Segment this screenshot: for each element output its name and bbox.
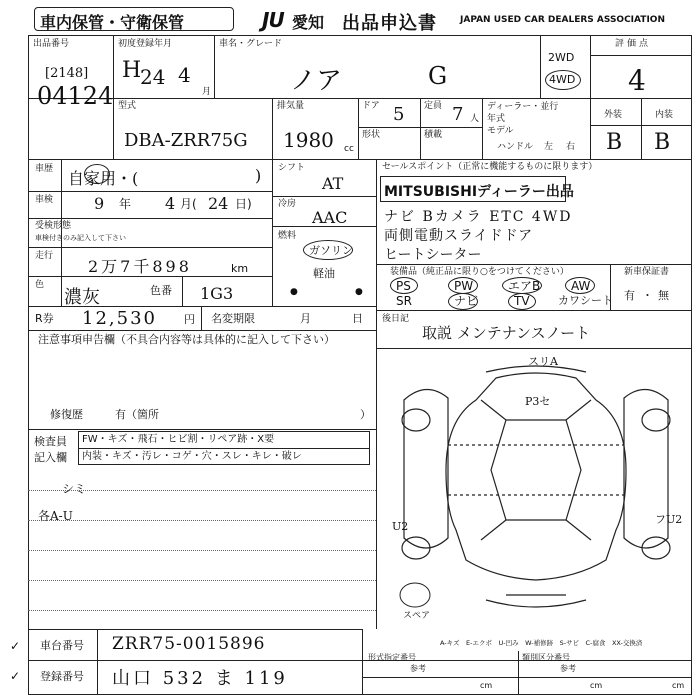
capacity-value: 7 bbox=[452, 104, 464, 125]
fuel-dot-1: ● bbox=[290, 287, 298, 297]
interior-label: 内装 bbox=[655, 110, 674, 120]
association-name: JAPAN USED CAR DEALERS ASSOCIATION bbox=[460, 15, 665, 25]
cm-1: cm bbox=[480, 681, 493, 690]
ref-label-1: 参考 bbox=[410, 664, 426, 673]
displacement-unit: cc bbox=[344, 144, 354, 154]
displacement-label: 排気量 bbox=[277, 101, 305, 111]
score-label: 評価点 bbox=[615, 39, 652, 49]
cm-2: cm bbox=[590, 681, 603, 690]
sales-line-2: 両側電動スライドドア bbox=[384, 228, 534, 244]
dealer-label: ディーラー・並行 bbox=[487, 102, 559, 112]
form-title: 出品申込書 bbox=[342, 13, 437, 34]
tax-label: R券 bbox=[35, 312, 54, 325]
new-warranty-label: 新車保証書 bbox=[624, 267, 670, 277]
check-mark-1: ✓ bbox=[10, 639, 21, 653]
shape-label: 形状 bbox=[362, 130, 381, 140]
equipment-grid bbox=[386, 279, 613, 308]
inspection-day: 24 bbox=[208, 194, 229, 213]
storage-title: 車内保管・守衛保管 bbox=[40, 13, 185, 32]
grade: G bbox=[428, 62, 448, 90]
repair-value: 有（箇所 bbox=[115, 408, 159, 421]
inspection-year: 9 bbox=[94, 194, 105, 213]
equip-leather: カワシート bbox=[558, 294, 613, 307]
inspector-note-2: 各A-U bbox=[38, 509, 73, 523]
capacity-unit: 人 bbox=[470, 114, 480, 124]
equip-aw-circle bbox=[565, 277, 595, 294]
exterior-value: B bbox=[606, 130, 623, 155]
approval-label: 形式指定番号 bbox=[368, 653, 416, 662]
drive-2wd: 2WD bbox=[548, 51, 575, 64]
plate-label: 登録番号 bbox=[40, 670, 84, 683]
inspector-note-1: シミ bbox=[62, 482, 87, 496]
equipment-label: 装備品（純正品に限り○をつけてください） bbox=[390, 267, 569, 277]
fuel-dot-2: ● bbox=[355, 287, 363, 297]
model-year-label: モデル bbox=[487, 126, 514, 136]
chassis-label: 車台番号 bbox=[40, 639, 84, 652]
change-label: 名変期限 bbox=[211, 312, 255, 325]
plate-value: 山口 532 ま 119 bbox=[112, 668, 288, 689]
color-value: 濃灰 bbox=[64, 287, 100, 308]
doors-label: ドア bbox=[362, 101, 380, 111]
equip-tv-circle bbox=[508, 293, 536, 310]
diagram-label-4: フU2 bbox=[655, 513, 683, 526]
history-label: 車歴 bbox=[35, 164, 54, 174]
equip-tv: TV bbox=[514, 294, 530, 308]
lot-number: 04124 bbox=[37, 82, 114, 110]
tax-value: 12,530 bbox=[82, 308, 157, 329]
dealer-badge: MITSUBISHIディーラー出品 bbox=[384, 184, 574, 200]
handle-left: 左 bbox=[544, 142, 554, 152]
equip-navi: ナビ bbox=[454, 294, 479, 308]
history-value: 自家用・( bbox=[68, 169, 139, 188]
fuel-gas: ガソリン bbox=[309, 244, 353, 257]
model-label: 車名・グレード bbox=[219, 39, 283, 49]
inspection-month-unit: 月( bbox=[180, 197, 197, 211]
warranty-separator: ・ bbox=[642, 289, 653, 302]
exterior-label: 外装 bbox=[604, 110, 623, 120]
first-reg-month-suffix: 月 bbox=[202, 87, 212, 97]
handle-label: ハンドル bbox=[497, 142, 534, 152]
change-day: 日 bbox=[352, 312, 363, 325]
diagram-label-2: P3セ bbox=[525, 395, 551, 408]
handle-right: 右 bbox=[566, 142, 576, 152]
sales-line-1: ナビ Bカメラ ETC 4WD bbox=[384, 209, 573, 225]
check-mark-2: ✓ bbox=[10, 669, 21, 683]
equip-ps: PS bbox=[396, 279, 411, 293]
fuel-label: 燃料 bbox=[278, 231, 297, 241]
history-close: ) bbox=[255, 166, 262, 185]
diagram-label-3: U2 bbox=[392, 520, 409, 533]
receipt-note: 車検付きのみ記入して下さい bbox=[35, 234, 126, 242]
sales-line-3: ヒートシーター bbox=[384, 247, 482, 263]
spare-tire-icon bbox=[398, 580, 432, 610]
shift-label: シフト bbox=[278, 163, 306, 173]
equip-airbag: エアB bbox=[508, 279, 541, 293]
equip-navi-circle bbox=[448, 293, 478, 310]
first-reg-era: H bbox=[122, 58, 142, 83]
receipt-label: 受検形態 bbox=[35, 221, 72, 231]
first-reg-label: 初度登録年月 bbox=[118, 39, 173, 49]
sales-label: セールスポイント（正常に機能するものに限ります） bbox=[382, 162, 598, 172]
inspector-label-1: 検査員 bbox=[34, 435, 67, 448]
chassis-value: ZRR75-0015896 bbox=[112, 634, 266, 654]
doors-value: 5 bbox=[393, 104, 405, 125]
inspection-day-unit: 日) bbox=[235, 197, 252, 211]
warranty-no: 無 bbox=[658, 289, 669, 302]
repair-label: 修復歴 bbox=[50, 408, 83, 421]
equip-sr: SR bbox=[396, 294, 412, 308]
drive-4wd: 4WD bbox=[549, 73, 576, 86]
type-label: 型式 bbox=[118, 101, 137, 111]
inspector-row-2: 内装・キズ・汚レ・コゲ・穴・スレ・キレ・破レ bbox=[82, 451, 302, 462]
model-name: ノア bbox=[290, 66, 343, 96]
color-no-value: 1G3 bbox=[200, 284, 234, 303]
first-reg-year: 24 bbox=[140, 65, 166, 89]
ac-value: AAC bbox=[312, 208, 348, 227]
equip-aw: AW bbox=[571, 279, 591, 293]
repair-close: ） bbox=[360, 408, 371, 421]
shift-value: AT bbox=[322, 174, 344, 193]
first-reg-month: 4 bbox=[178, 63, 191, 87]
spare-label: スペア bbox=[403, 611, 431, 621]
lot-label: 出品番号 bbox=[33, 39, 70, 49]
warranty-yes: 有 bbox=[624, 289, 635, 302]
mileage-label: 走行 bbox=[35, 251, 54, 261]
inspection-year-unit: 年 bbox=[119, 197, 132, 211]
year-label: 年式 bbox=[487, 114, 506, 124]
inspector-row-1: FW・キズ・飛石・ヒビ割・リペア跡・X要 bbox=[82, 434, 275, 445]
fuel-diesel: 軽油 bbox=[313, 267, 335, 280]
equip-pw: PW bbox=[454, 279, 474, 293]
notes-label: 注意事項申告欄（不具合内容等は具体的に記入して下さい） bbox=[38, 333, 335, 346]
displacement-value: 1980 bbox=[283, 128, 334, 152]
capacity-label: 定員 bbox=[424, 101, 443, 111]
mileage-unit: km bbox=[231, 262, 249, 275]
ref-label-2: 参考 bbox=[560, 664, 576, 673]
interior-value: B bbox=[654, 130, 671, 155]
inspection-month: 4 bbox=[165, 194, 176, 213]
rear-value: 取説 メンテナンスノート bbox=[422, 324, 591, 342]
lot-bracket: [2148] bbox=[45, 66, 89, 81]
category-label: 類別区分番号 bbox=[522, 653, 570, 662]
score: 4 bbox=[628, 64, 646, 97]
color-label: 色 bbox=[35, 280, 45, 290]
ju-logo: JU bbox=[262, 8, 284, 32]
diagram-legend: A-キズ E-エクボ U-凹み W-補修跡 S-サビ C-腐食 XX-交換済 bbox=[440, 639, 643, 647]
ac-label: 冷房 bbox=[278, 199, 297, 209]
color-no-label: 色番 bbox=[150, 284, 172, 297]
loading-label: 積載 bbox=[424, 130, 443, 140]
type-value: DBA-ZRR75G bbox=[124, 130, 248, 151]
tax-unit: 円 bbox=[184, 313, 195, 326]
equip-pw-circle bbox=[448, 277, 478, 294]
inspection-label: 車検 bbox=[35, 195, 54, 205]
logo-region: 愛知 bbox=[292, 13, 325, 32]
equip-ps-circle bbox=[390, 277, 418, 294]
inspector-label-2: 記入欄 bbox=[34, 451, 67, 464]
cm-3: cm bbox=[672, 681, 685, 690]
rear-label: 後日記 bbox=[382, 314, 410, 324]
mileage-value: 2万7千898 bbox=[88, 257, 192, 276]
diagram-label-1: スリA bbox=[528, 355, 558, 368]
equip-airbag-circle bbox=[502, 277, 542, 294]
change-month: 月 bbox=[300, 312, 311, 325]
